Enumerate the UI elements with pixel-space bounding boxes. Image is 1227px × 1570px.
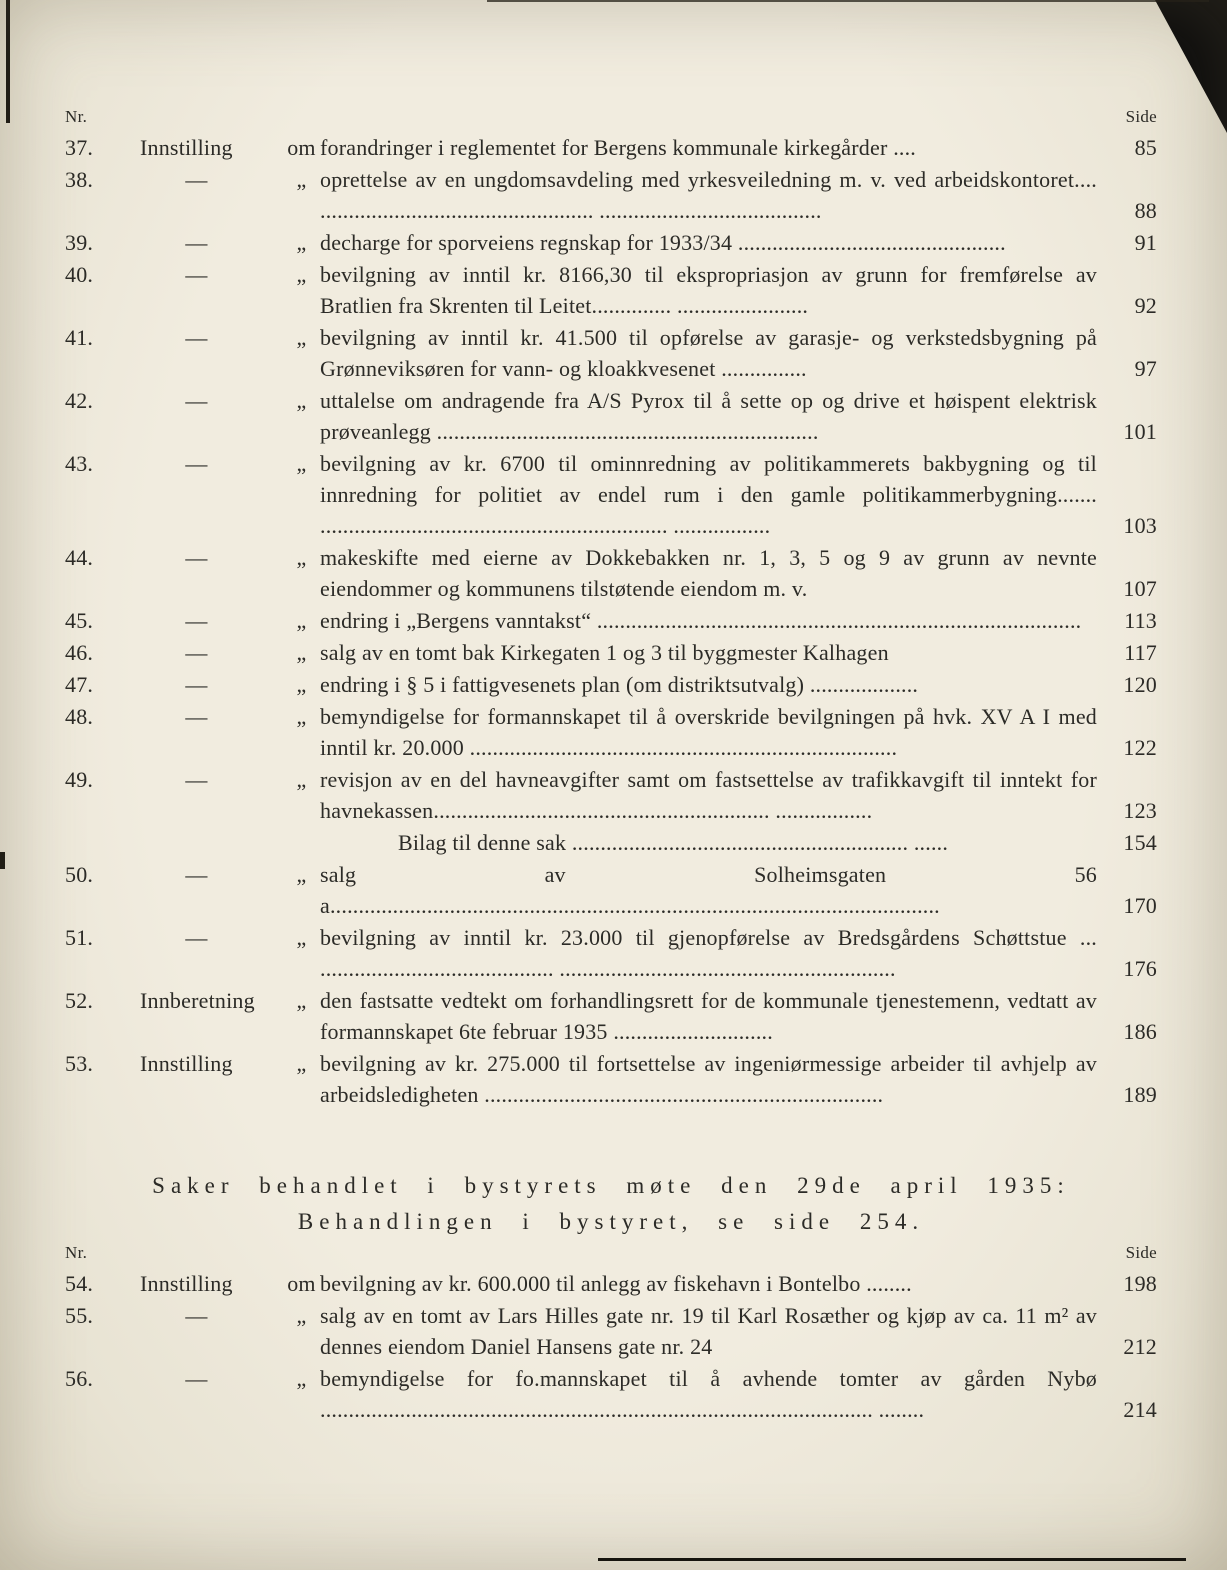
entry-ditto-mark: „ [296, 704, 307, 729]
entry-type: — [185, 451, 208, 476]
entry-number: 47. [65, 672, 94, 697]
entry-type: — [185, 1366, 208, 1391]
toc-entry [65, 827, 1157, 858]
toc-entry [65, 637, 1157, 668]
entry-page-number: 212 [1123, 1334, 1157, 1359]
entry-page-number: 176 [1123, 956, 1157, 981]
entry-type: — [185, 388, 208, 413]
entry-type: Innstilling [140, 1271, 233, 1296]
entry-text: bevilgning av kr. 600.000 til anlegg av fiskehavn i Bontelbo ........ [320, 1271, 912, 1296]
entry-ditto-mark: „ [296, 388, 307, 413]
entry-ditto-mark: „ [296, 167, 307, 192]
page-corner-fold-artifact [1155, 0, 1227, 133]
entry-ditto-mark: „ [296, 1051, 307, 1076]
entry-text: bevilgning av inntil kr. 8166,30 til ekspropriasjon av grunn for fremførelse av Bratlien fra Skrenten til Leitet.............. ....................... [320, 262, 1097, 318]
entry-text: bemyndigelse for formannskapet til å overskride bevilgningen på hvk. XV A I med inntil kr. 20.000 ........................................................................... [320, 704, 1097, 760]
entry-type: Innstilling [140, 135, 233, 160]
entry-number: 38. [65, 167, 94, 192]
entry-number: 44. [65, 545, 94, 570]
entry-page-number: 214 [1123, 1397, 1157, 1422]
entry-page-number: 92 [1134, 293, 1157, 318]
entry-number: 53. [65, 1051, 94, 1076]
entry-ditto-mark: om [287, 135, 316, 160]
entry-number: 56. [65, 1366, 94, 1391]
entry-number: 42. [65, 388, 94, 413]
entry-ditto-mark: „ [296, 545, 307, 570]
entry-text: endring i „Bergens vanntakst“ ..................................................................................... [320, 608, 1082, 633]
entry-number: 51. [65, 925, 94, 950]
entry-text: bevilgning av inntil kr. 41.500 til opførelse av garasje- og verkstedsbygning på Grønneviksøren for vann- og kloakkvesenet ............... [320, 325, 1097, 381]
entry-page-number: 107 [1123, 576, 1157, 601]
toc-entry [65, 132, 1157, 163]
entry-ditto-mark: „ [296, 988, 307, 1013]
toc-entry [65, 385, 1157, 447]
entry-ditto-mark: „ [296, 451, 307, 476]
side-column-header-2: Side [1125, 1243, 1157, 1262]
toc-entry [65, 605, 1157, 636]
entry-text: den fastsatte vedtekt om forhandlingsrett for de kommunale tjenestemenn, vedtatt av formannskapet 6te februar 1935 ............................ [320, 988, 1097, 1044]
scan-bottom-edge-line [598, 1558, 1186, 1561]
entry-type: — [185, 640, 208, 665]
entry-ditto-mark: „ [296, 767, 307, 792]
section-heading [65, 1168, 1157, 1240]
entry-page-number: 189 [1123, 1082, 1157, 1107]
entry-number: 41. [65, 325, 94, 350]
toc-entry [65, 985, 1157, 1047]
nr-column-header-2: Nr. [65, 1243, 88, 1262]
nr-column-header: Nr. [65, 107, 88, 126]
entry-number: 52. [65, 988, 94, 1013]
entry-number: 49. [65, 767, 94, 792]
entry-ditto-mark: „ [296, 1303, 307, 1328]
toc-entry [65, 164, 1157, 226]
toc-entry [65, 701, 1157, 763]
entry-page-number: 170 [1123, 893, 1157, 918]
entry-text: forandringer i reglementet for Bergens kommunale kirkegårder .... [320, 135, 916, 160]
section-heading-line1: Saker behandlet i bystyrets møte den 29de april 1935: [152, 1173, 1070, 1198]
entry-ditto-mark: „ [296, 640, 307, 665]
entry-type: Innberetning [140, 988, 255, 1013]
entry-number: 50. [65, 862, 94, 887]
entry-type: — [185, 672, 208, 697]
section-heading-line2: Behandlingen i bystyret, se side 254. [297, 1209, 925, 1234]
entry-text: bemyndigelse for fo.mannskapet til å avhende tomter av gården Nybø ................................................................................................. ........ [320, 1366, 1097, 1422]
entry-page-number: 88 [1134, 198, 1157, 223]
entry-ditto-mark: „ [296, 862, 307, 887]
entry-page-number: 120 [1123, 672, 1157, 697]
entry-type: — [185, 230, 208, 255]
entry-text: salg av en tomt av Lars Hilles gate nr. 19 til Karl Rosæther og kjøp av ca. 11 m² av dennes eiendom Daniel Hansens gate nr. 24 [320, 1303, 1097, 1359]
entry-text: salg av en tomt bak Kirkegaten 1 og 3 til byggmester Kalhagen [320, 640, 889, 665]
entry-text: bevilgning av kr. 6700 til ominnredning av politikammerets bakbygning og til innredning for politiet av endel rum i den gamle politikammerbygning....... ............................................................. ................. [320, 451, 1097, 538]
entry-number: 39. [65, 230, 94, 255]
entry-type: — [185, 167, 208, 192]
toc-entry [65, 859, 1157, 921]
entry-type: — [185, 325, 208, 350]
toc-entry [65, 227, 1157, 258]
entry-number: 48. [65, 704, 94, 729]
entry-ditto-mark: „ [296, 230, 307, 255]
entry-number: 45. [65, 608, 94, 633]
entry-ditto-mark: „ [296, 1366, 307, 1391]
toc-entry [65, 1363, 1157, 1425]
entry-type: — [185, 1303, 208, 1328]
toc-entry [65, 1048, 1157, 1110]
entry-ditto-mark: „ [296, 325, 307, 350]
entry-text: salg av Solheimsgaten 56 a........................................................................................................... [320, 862, 1097, 918]
scan-top-edge-line [487, 0, 1209, 2]
entry-number: 46. [65, 640, 94, 665]
column-headers-top [65, 106, 1157, 128]
entry-page-number: 101 [1123, 419, 1157, 444]
entry-page-number: 117 [1124, 640, 1157, 665]
toc-section-2 [65, 1268, 1157, 1425]
entry-type: — [185, 262, 208, 287]
entry-page-number: 97 [1134, 356, 1157, 381]
toc-section-1 [65, 132, 1157, 1110]
entry-text: endring i § 5 i fattigvesenets plan (om distriktsutvalg) ................... [320, 672, 919, 697]
entry-text: makeskifte med eierne av Dokkebakken nr. 1, 3, 5 og 9 av grunn av nevnte eiendommer og kommunens tilstøtende eiendom m. v. [320, 545, 1097, 601]
entry-number: 43. [65, 451, 94, 476]
entry-text: Bilag til denne sak ........................................................... ...... [398, 830, 949, 855]
entry-text: decharge for sporveiens regnskap for 1933/34 ............................................... [320, 230, 1006, 255]
entry-type: — [185, 767, 208, 792]
entry-page-number: 123 [1123, 798, 1157, 823]
entry-type: Innstilling [140, 1051, 233, 1076]
scan-left-edge-tick [0, 852, 5, 869]
side-column-header: Side [1125, 107, 1157, 126]
entry-text: revisjon av en del havneavgifter samt om fastsettelse av trafikkavgift til inntekt for havnekassen........................................................... ................. [320, 767, 1097, 823]
entry-page-number: 103 [1123, 513, 1157, 538]
entry-text: bevilgning av inntil kr. 23.000 til gjenopførelse av Bredsgårdens Schøttstue ... ......................................... ........................................................... [320, 925, 1097, 981]
entry-text: uttalelse om andragende fra A/S Pyrox til å sette op og drive et høispent elektrisk prøveanlegg ................................................................... [320, 388, 1097, 444]
entry-page-number: 154 [1123, 830, 1157, 855]
toc-entry [65, 322, 1157, 384]
entry-page-number: 113 [1124, 608, 1157, 633]
entry-ditto-mark: „ [296, 925, 307, 950]
entry-ditto-mark: „ [296, 262, 307, 287]
scan-left-edge-mark [6, 0, 10, 123]
entry-ditto-mark: „ [296, 608, 307, 633]
column-headers-bottom [65, 1242, 1157, 1264]
entry-number: 37. [65, 135, 94, 160]
entry-text: bevilgning av kr. 275.000 til fortsettelse av ingeniørmessige arbeider til avhjelp av arbeidsledigheten ...................................................................... [320, 1051, 1097, 1107]
toc-entry [65, 922, 1157, 984]
entry-type: — [185, 608, 208, 633]
entry-type: — [185, 925, 208, 950]
entry-page-number: 85 [1134, 135, 1157, 160]
entry-page-number: 198 [1123, 1271, 1157, 1296]
entry-page-number: 186 [1123, 1019, 1157, 1044]
toc-entry [65, 542, 1157, 604]
entry-page-number: 122 [1123, 735, 1157, 760]
toc-entry [65, 259, 1157, 321]
entry-number: 40. [65, 262, 94, 287]
toc-entry [65, 1300, 1157, 1362]
entry-type: — [185, 704, 208, 729]
toc-entry [65, 448, 1157, 541]
entry-ditto-mark: om [287, 1271, 316, 1296]
page-content [65, 106, 1157, 1426]
toc-entry [65, 669, 1157, 700]
toc-entry [65, 1268, 1157, 1299]
entry-page-number: 91 [1134, 230, 1157, 255]
entry-type: — [185, 862, 208, 887]
entry-number: 54. [65, 1271, 94, 1296]
entry-text: oprettelse av en ungdomsavdeling med yrkesveiledning m. v. ved arbeidskontoret.... ................................................ ....................................... [320, 167, 1097, 223]
toc-entry [65, 764, 1157, 826]
entry-type: — [185, 545, 208, 570]
entry-ditto-mark: „ [296, 672, 307, 697]
entry-number: 55. [65, 1303, 94, 1328]
